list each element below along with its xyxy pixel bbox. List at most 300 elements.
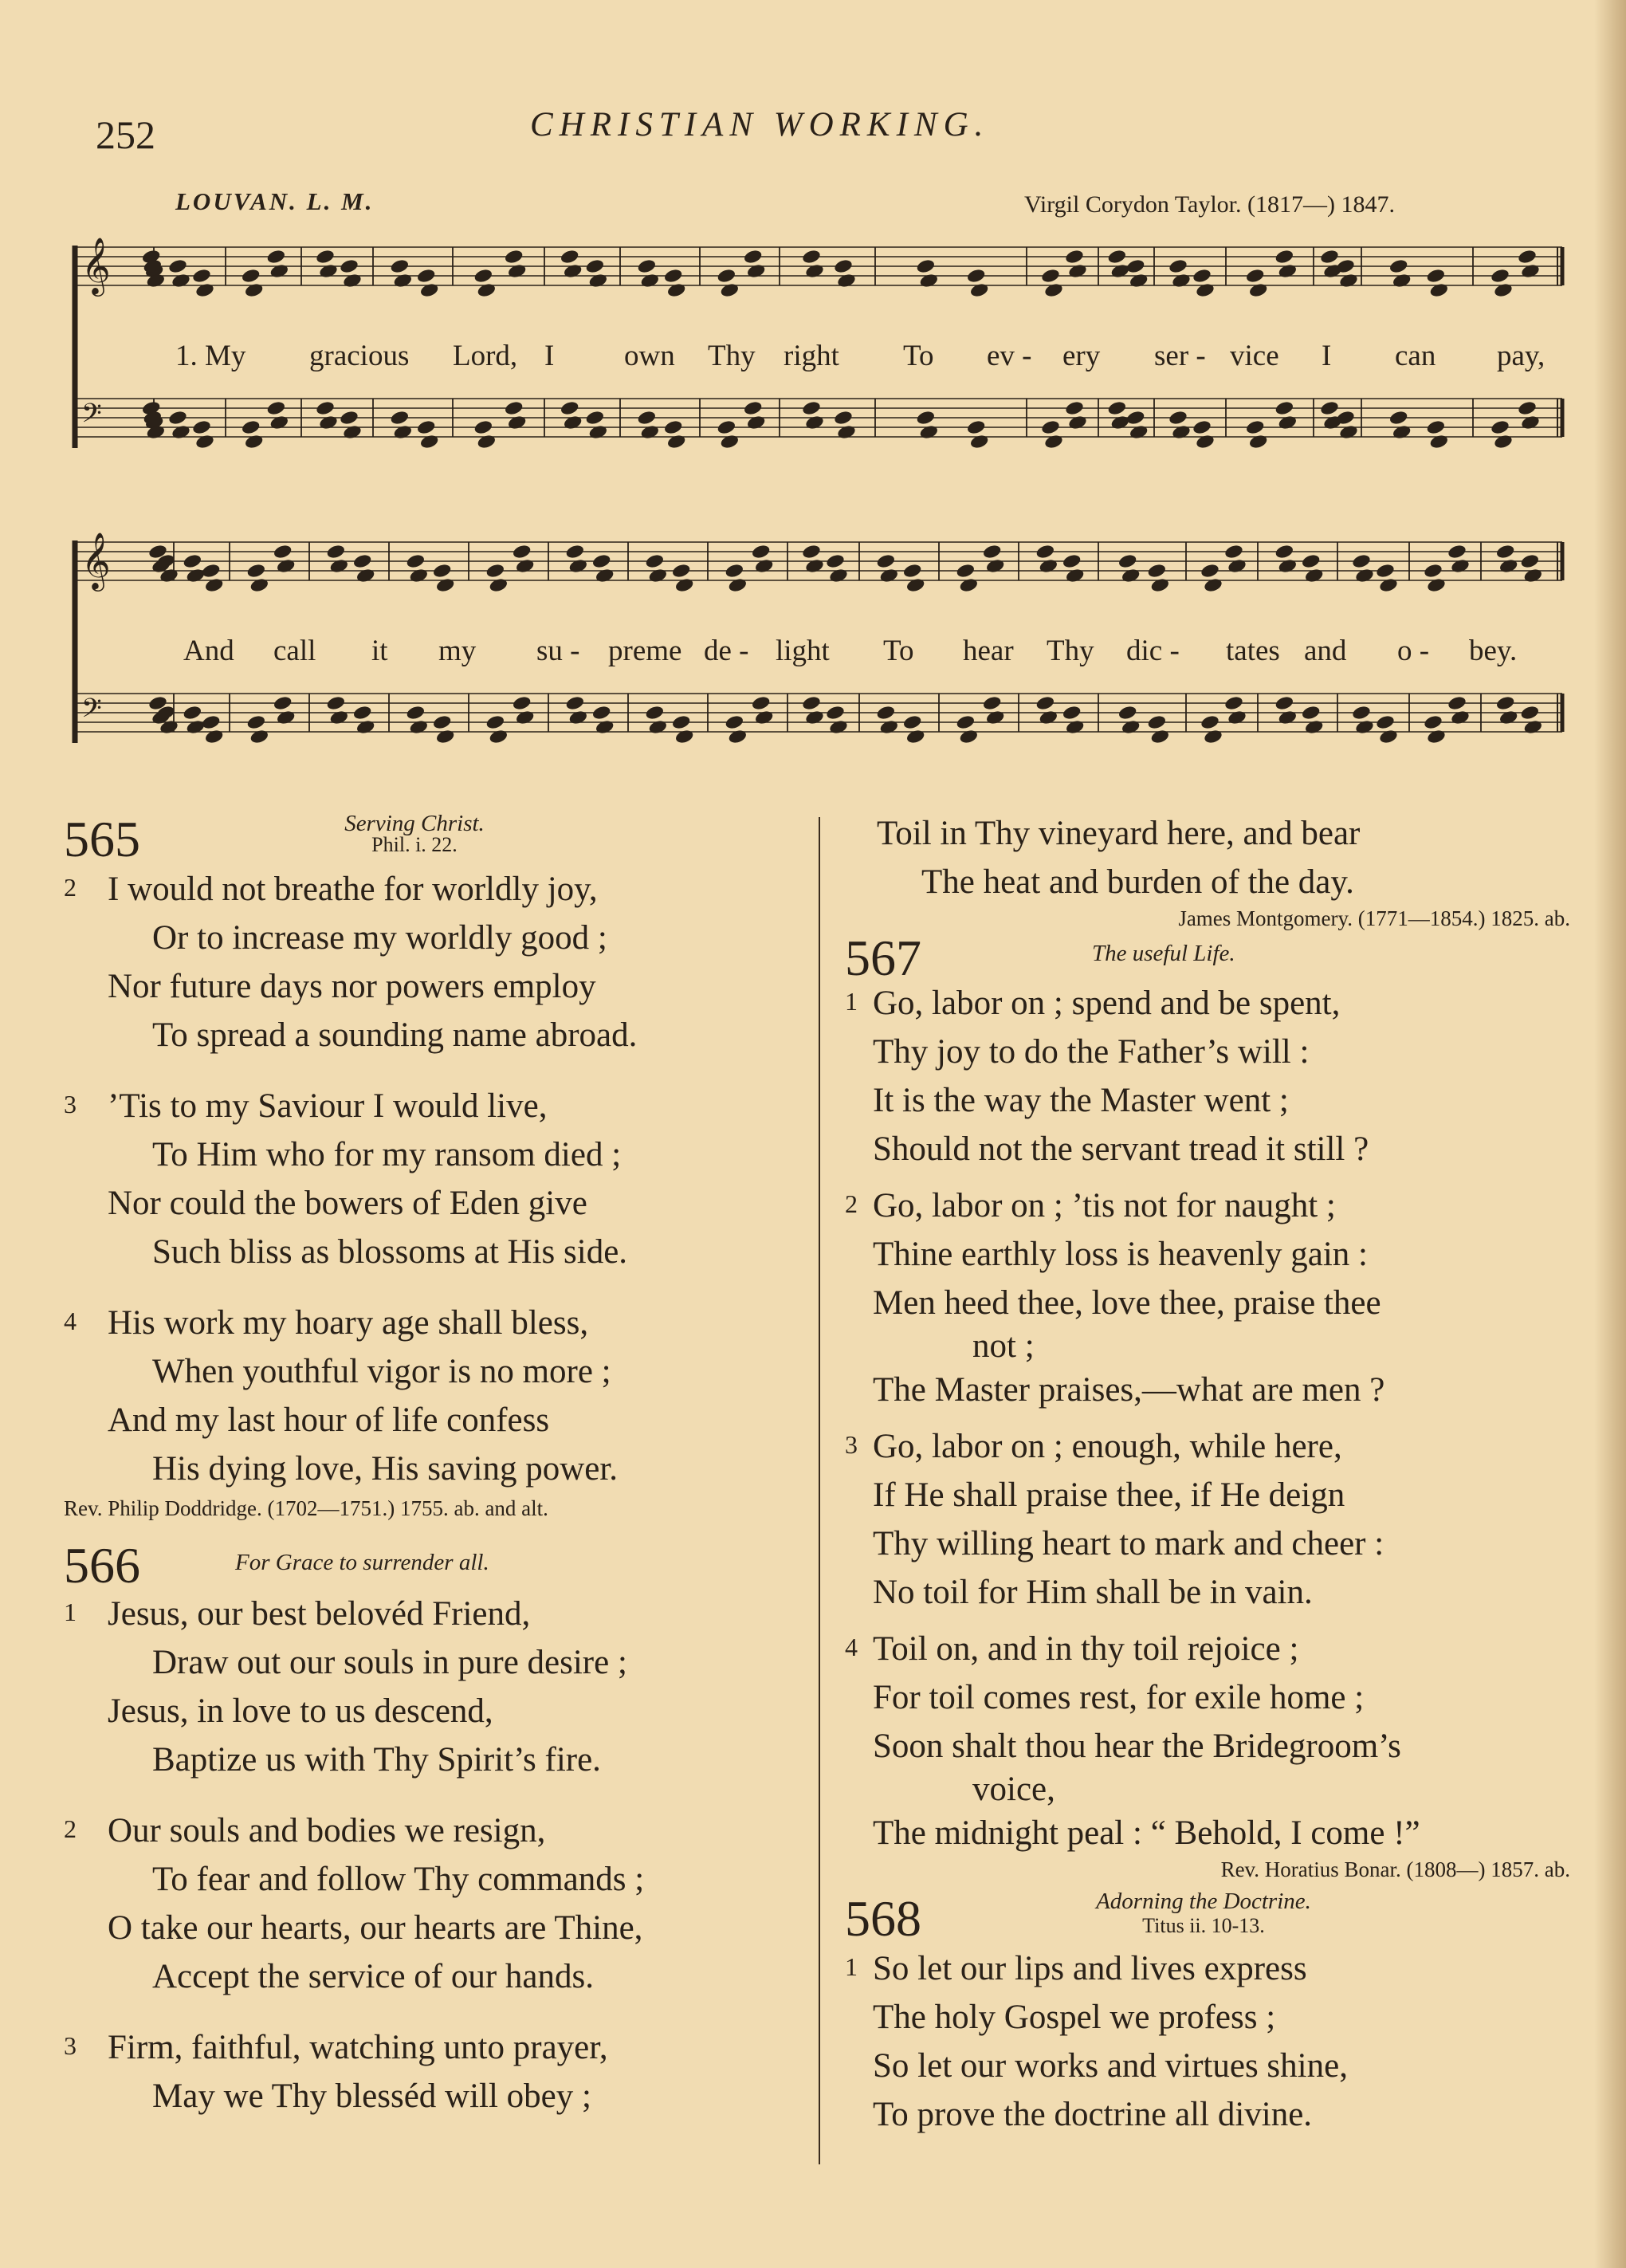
note-head (1495, 695, 1515, 712)
note-head (1338, 424, 1358, 441)
lyric-syllable: ev - (987, 340, 1032, 372)
note-head (249, 729, 269, 745)
verse-line: If He shall praise thee, if He deign (873, 1476, 1345, 1514)
hymn-number: 567 (845, 930, 921, 986)
verse-line: To prove the doctrine all divine. (873, 2096, 1313, 2133)
note-head (167, 410, 187, 426)
note-head (1195, 434, 1215, 450)
verse-line: Draw out our souls in pure desire ; (152, 1644, 627, 1681)
note-head (1450, 709, 1470, 726)
note-head (919, 424, 939, 441)
note-head (720, 282, 740, 299)
verse-line: Go, labor on ; spend and be spent, (873, 985, 1341, 1022)
verse-line: To fear and follow Thy commands ; (152, 1861, 645, 1898)
note-head (663, 419, 683, 436)
note-head (339, 258, 359, 275)
hymn-565-header (64, 809, 813, 865)
note-head (728, 577, 748, 594)
note-head (595, 568, 615, 584)
note-head (876, 553, 896, 570)
note-head (585, 410, 605, 426)
lyric-syllable: and (1304, 635, 1347, 667)
verse-line: Go, labor on ; ’tis not for naught ; (873, 1187, 1336, 1224)
note-head (204, 577, 224, 594)
note-head (801, 544, 821, 560)
note-head (1426, 729, 1446, 745)
lyric-syllable: Lord, (453, 340, 518, 372)
note-head (879, 568, 899, 584)
verse-line: The midnight peal : “ Behold, I come !” (873, 1814, 1420, 1852)
note-head (269, 263, 289, 280)
note-head (244, 434, 264, 450)
note-head (315, 400, 335, 417)
verse-line: Jesus, our best belovéd Friend, (108, 1595, 531, 1633)
note-head (515, 709, 535, 726)
note-head (1129, 273, 1149, 289)
treble-clef-icon: 𝄞 (81, 236, 111, 294)
note-head (276, 558, 296, 575)
verse-line: not ; (972, 1327, 1035, 1365)
note-head (1447, 695, 1467, 712)
note-head (393, 273, 413, 289)
note-head (318, 263, 338, 280)
note-head (751, 544, 771, 560)
verse-line: O take our hearts, our hearts are Thine, (108, 1909, 643, 1947)
lyrics-line-2 (70, 634, 1569, 674)
note-head (1110, 263, 1130, 280)
note-head (1351, 705, 1371, 721)
note-head (560, 249, 579, 265)
note-head (1338, 273, 1358, 289)
stanza-continued (845, 809, 1578, 906)
note-head (1107, 400, 1127, 417)
stanza-number: 3 (64, 1090, 77, 1118)
verse-line: Firm, faithful, watching unto prayer, (108, 2029, 608, 2066)
note-head (204, 729, 224, 745)
note-head (1062, 705, 1082, 721)
note-head (315, 249, 335, 265)
note-head (1117, 705, 1137, 721)
verse-line: May we Thy blesséd will obey ; (152, 2077, 591, 2115)
note-head (591, 553, 611, 570)
lyric-syllable: Thy (708, 340, 756, 372)
note-head (568, 709, 588, 726)
music-system-2 (70, 526, 1569, 801)
note-head (241, 419, 261, 436)
lyric-syllable: 1. My (175, 340, 246, 372)
note-head (725, 714, 744, 731)
note-head (352, 553, 372, 570)
note-head (435, 577, 455, 594)
note-head (406, 705, 426, 721)
note-head (746, 415, 766, 431)
hymn-568-header (845, 1887, 1578, 1947)
note-head (183, 705, 202, 721)
note-head (241, 268, 261, 285)
note-head (266, 400, 286, 417)
note-head (637, 410, 657, 426)
note-head (1388, 410, 1408, 426)
stanza (64, 1806, 813, 2001)
note-head (717, 268, 736, 285)
note-head (435, 729, 455, 745)
lyric-syllable: bey. (1469, 635, 1518, 667)
note-head (390, 258, 410, 275)
verse-line: His dying love, His saving power. (152, 1450, 619, 1488)
lyric-syllable: su - (536, 635, 580, 667)
note-head (1245, 268, 1265, 285)
verse-line: Should not the servant tread it still ? (873, 1130, 1369, 1168)
note-head (671, 714, 691, 731)
note-head (645, 553, 665, 570)
note-head (1375, 563, 1395, 580)
lyric-syllable: right (784, 340, 839, 372)
hymn-number: 568 (845, 1890, 921, 1947)
note-head (171, 273, 190, 289)
note-head (985, 558, 1005, 575)
note-head (666, 434, 686, 450)
bass-clef-icon: 𝄢 (81, 694, 102, 730)
verse-line: Accept the service of our hands. (152, 1958, 595, 1995)
note-head (1354, 719, 1374, 736)
verse-line: So let our works and virtues shine, (873, 2047, 1348, 2085)
note-head (1495, 544, 1515, 560)
note-head (1200, 714, 1220, 731)
note-head (836, 424, 856, 441)
note-head (191, 268, 211, 285)
note-head (1423, 563, 1443, 580)
note-head (167, 258, 187, 275)
note-head (1447, 544, 1467, 560)
note-head (743, 400, 763, 417)
hymn-scripture: Titus ii. 10-13. (1142, 1914, 1265, 1937)
note-head (985, 709, 1005, 726)
note-head (355, 719, 375, 736)
note-head (902, 714, 922, 731)
verse-line: Our souls and bodies we resign, (108, 1812, 546, 1849)
note-head (956, 714, 976, 731)
note-head (485, 563, 505, 580)
note-head (201, 714, 221, 731)
note-head (1423, 714, 1443, 731)
verse-line: And my last hour of life confess (108, 1401, 550, 1439)
lyric-syllable: To (903, 340, 934, 372)
note-head (671, 563, 691, 580)
note-head (1223, 544, 1243, 560)
verse-line: The holy Gospel we profess ; (873, 1999, 1276, 2036)
note-head (326, 544, 346, 560)
note-head (640, 424, 660, 441)
note-head (1121, 719, 1141, 736)
note-head (329, 558, 349, 575)
note-head (406, 553, 426, 570)
note-head (1168, 258, 1188, 275)
lyric-syllable: To (883, 635, 914, 667)
lyrics-line-1 (70, 339, 1569, 379)
note-head (1125, 410, 1145, 426)
stanza-number: 2 (64, 1814, 77, 1843)
note-head (1192, 268, 1212, 285)
verse-line: It is the way the Master went ; (873, 1082, 1289, 1119)
note-head (416, 268, 436, 285)
lyric-syllable: pay, (1497, 340, 1545, 372)
note-head (416, 419, 436, 436)
note-head (1388, 258, 1408, 275)
note-head (1319, 400, 1339, 417)
note-head (1520, 705, 1540, 721)
note-head (1426, 419, 1446, 436)
note-head (916, 410, 936, 426)
note-head (1065, 719, 1085, 736)
page-edge-shadow (1594, 0, 1626, 2268)
note-head (1274, 695, 1294, 712)
note-head (1520, 263, 1540, 280)
note-head (588, 424, 608, 441)
hymn-567-header (845, 930, 1578, 986)
verse-line: Toil in Thy vineyard here, and bear (877, 815, 1361, 852)
verse-line: His work my hoary age shall bless, (108, 1304, 589, 1342)
stanza-number: 3 (64, 2031, 77, 2060)
note-head (1498, 558, 1518, 575)
note-head (1171, 424, 1191, 441)
note-head (1040, 268, 1060, 285)
note-head (836, 273, 856, 289)
note-head (507, 263, 527, 280)
verse-line: Nor could the bowers of Eden give (108, 1185, 587, 1222)
note-head (825, 705, 845, 721)
note-head (1203, 729, 1223, 745)
note-head (1351, 553, 1371, 570)
note-head (1274, 249, 1294, 265)
note-head (194, 434, 214, 450)
note-head (1043, 282, 1063, 299)
note-head (1064, 400, 1084, 417)
note-head (648, 719, 668, 736)
note-head (171, 424, 190, 441)
note-head (186, 719, 206, 736)
treble-clef-icon: 𝄞 (81, 531, 111, 589)
note-head (1227, 558, 1247, 575)
note-head (201, 563, 221, 580)
note-head (674, 577, 694, 594)
verse-line: The heat and burden of the day. (921, 863, 1354, 901)
note-head (1150, 729, 1170, 745)
verse-line: Go, labor on ; enough, while here, (873, 1428, 1342, 1465)
note-head (876, 705, 896, 721)
lyric-syllable: gracious (309, 340, 410, 372)
note-head (1067, 263, 1087, 280)
stanza (64, 1299, 813, 1493)
note-head (342, 273, 362, 289)
note-head (515, 558, 535, 575)
stanza (64, 1082, 813, 1276)
note-head (244, 282, 264, 299)
hymn-number: 566 (64, 1537, 140, 1594)
note-head (485, 714, 505, 731)
note-head (1168, 410, 1188, 426)
note-head (473, 419, 493, 436)
verse-line: Jesus, in love to us descend, (108, 1692, 493, 1730)
note-head (1117, 553, 1137, 570)
note-head (1392, 273, 1412, 289)
stanza (64, 1590, 813, 1784)
verse-line: Thy willing heart to mark and cheer : (873, 1525, 1384, 1562)
note-head (1523, 568, 1543, 584)
bass-clef-icon: 𝄢 (81, 399, 102, 435)
note-head (565, 695, 585, 712)
lyric-syllable: my (438, 635, 477, 667)
note-head (828, 568, 848, 584)
note-head (804, 263, 824, 280)
lyric-syllable: call (273, 635, 316, 667)
note-head (1248, 282, 1268, 299)
note-head (568, 558, 588, 575)
stanza-number: 2 (845, 1189, 858, 1218)
note-head (801, 400, 821, 417)
note-head (754, 558, 774, 575)
lyric-syllable: can (1395, 340, 1436, 372)
note-head (1043, 434, 1063, 450)
note-head (916, 258, 936, 275)
note-head (1426, 577, 1446, 594)
note-head (355, 568, 375, 584)
note-head (432, 714, 452, 731)
note-head (804, 415, 824, 431)
column-divider (819, 817, 820, 2164)
note-head (1304, 719, 1324, 736)
note-head (246, 563, 266, 580)
hymn-number: 565 (64, 811, 140, 867)
note-head (746, 263, 766, 280)
note-head (828, 719, 848, 736)
note-head (1147, 563, 1167, 580)
verse-line: Men heed thee, love thee, praise thee (873, 1284, 1381, 1322)
stanza (845, 1625, 1578, 1857)
note-head (318, 415, 338, 431)
note-head (902, 563, 922, 580)
note-head (1301, 553, 1321, 570)
note-head (560, 400, 579, 417)
note-head (879, 719, 899, 736)
lyric-syllable: o - (1397, 635, 1430, 667)
note-head (504, 400, 524, 417)
note-head (507, 415, 527, 431)
note-head (1520, 553, 1540, 570)
note-head (1039, 709, 1058, 726)
stanza (845, 979, 1578, 1173)
stanza-number: 3 (845, 1430, 858, 1459)
note-head (966, 419, 986, 436)
note-head (1490, 268, 1510, 285)
note-head (1192, 419, 1212, 436)
note-head (1490, 419, 1510, 436)
note-head (273, 695, 293, 712)
note-head (1110, 415, 1130, 431)
lyric-syllable: dic - (1126, 635, 1180, 667)
stanza-number: 4 (845, 1633, 858, 1661)
note-head (183, 553, 202, 570)
verse-line: For toil comes rest, for exile home ; (873, 1679, 1365, 1716)
right-column (845, 809, 1578, 2161)
note-head (249, 577, 269, 594)
stanza-number: 2 (64, 873, 77, 902)
note-head (266, 249, 286, 265)
note-head (663, 268, 683, 285)
note-head (825, 553, 845, 570)
lyric-syllable: Thy (1047, 635, 1094, 667)
note-head (1107, 249, 1127, 265)
hymn-title: The useful Life. (1092, 941, 1235, 966)
note-head (1065, 568, 1085, 584)
verse-line: ’Tis to my Saviour I would live, (108, 1087, 548, 1125)
note-head (585, 258, 605, 275)
verse-line: Thine earthly loss is heavenly gain : (873, 1236, 1368, 1273)
note-head (754, 709, 774, 726)
hymn-title: For Grace to surrender all. (235, 1550, 489, 1575)
hymn-566-header (64, 1537, 813, 1594)
note-head (489, 577, 509, 594)
note-head (1129, 424, 1149, 441)
left-column (64, 809, 813, 2143)
note-head (432, 563, 452, 580)
note-head (959, 729, 979, 745)
lyric-syllable: I (1322, 340, 1332, 372)
note-head (640, 273, 660, 289)
running-head: CHRISTIAN WORKING. (530, 106, 990, 143)
lyric-syllable: ery (1062, 340, 1101, 372)
note-head (1278, 558, 1298, 575)
note-head (1429, 282, 1449, 299)
note-head (419, 434, 439, 450)
stanza-number: 4 (64, 1307, 77, 1335)
note-head (1278, 709, 1298, 726)
note-head (982, 695, 1002, 712)
stanza (845, 1422, 1578, 1617)
verse-line: When youthful vigor is no more ; (152, 1353, 611, 1390)
note-head (329, 709, 349, 726)
verse-line: Toil on, and in thy toil rejoice ; (873, 1630, 1299, 1668)
note-head (1319, 249, 1339, 265)
note-head (273, 544, 293, 560)
note-head (1203, 577, 1223, 594)
note-head (743, 249, 763, 265)
note-head (1064, 249, 1084, 265)
hymn-attribution: James Montgomery. (1771—1854.) 1825. ab. (1178, 906, 1570, 930)
note-head (1125, 258, 1145, 275)
note-head (419, 282, 439, 299)
stanza-number: 1 (845, 1952, 858, 1981)
note-head (1301, 705, 1321, 721)
verse-line: voice, (972, 1771, 1055, 1808)
verse-line: Such bliss as blossoms at His side. (152, 1233, 628, 1271)
note-head (489, 729, 509, 745)
note-head (1378, 577, 1398, 594)
note-head (186, 568, 206, 584)
note-head (801, 695, 821, 712)
note-head (504, 249, 524, 265)
verse-line: Or to increase my worldly good ; (152, 919, 607, 957)
hymn-title: Serving Christ. (344, 811, 485, 836)
lyric-syllable: own (624, 340, 675, 372)
note-head (390, 410, 410, 426)
verse-line: To spread a sounding name abroad. (152, 1016, 638, 1054)
note-head (919, 273, 939, 289)
note-head (1227, 709, 1247, 726)
composer-credit: Virgil Corydon Taylor. (1817—) 1847. (1024, 191, 1395, 218)
verse-line: Baptize us with Thy Spirit’s fire. (152, 1741, 601, 1779)
hymn-title: Adorning the Doctrine. (1096, 1889, 1311, 1914)
note-head (1248, 434, 1268, 450)
